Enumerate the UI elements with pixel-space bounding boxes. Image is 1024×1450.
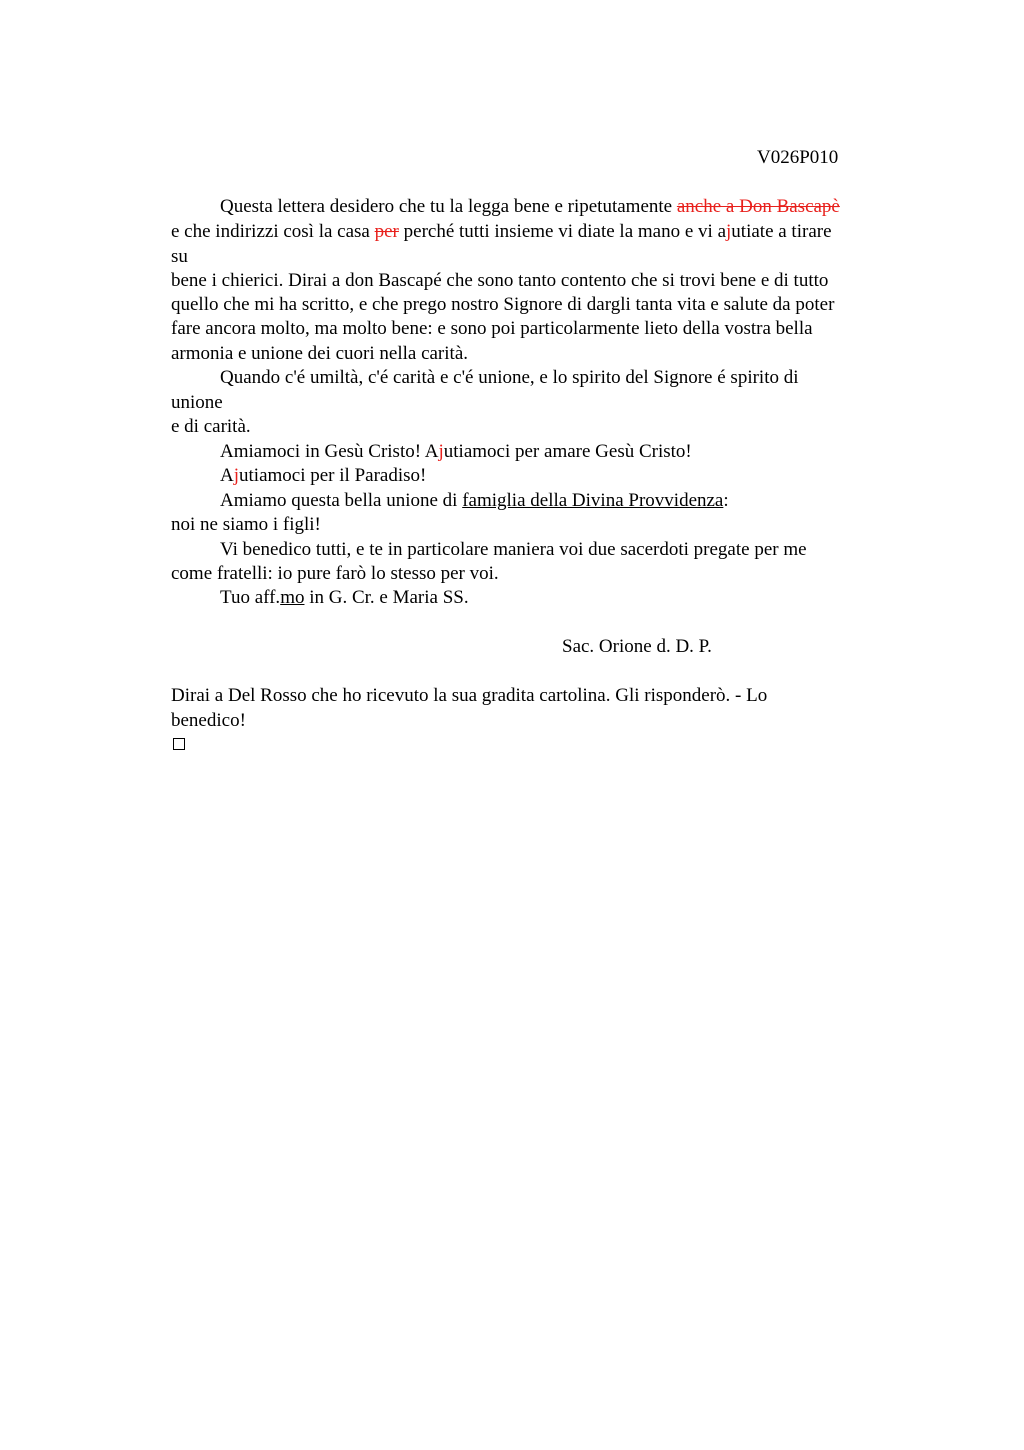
postscript-line-1: Dirai a Del Rosso che ho ricevuto la sua gradita cartolina. Gli risponderò. - Lo	[171, 685, 768, 706]
text-run: e che indirizzi così la casa	[171, 221, 375, 242]
text-line-4: bene i chierici. Dirai a don Bascapé che sono tanto contento che si trovi bene e di tutto	[171, 270, 829, 291]
text-line-15: Vi benedico tutti, e te in particolare maniera voi due sacerdoti pregate per me	[220, 539, 807, 560]
document-id: V026P010	[757, 147, 839, 168]
deleted-text: per	[374, 221, 399, 242]
underlined-text: mo	[280, 587, 305, 608]
text-line-10: e di carità.	[171, 416, 251, 437]
text-line-13	[220, 489, 729, 513]
text-run: utiamoci per amare Gesù Cristo!	[443, 441, 692, 462]
empty-box-glyph	[173, 738, 185, 750]
text-line-11	[220, 440, 692, 464]
text-run: perché tutti insieme vi diate la mano e vi a	[398, 221, 727, 242]
underlined-text: famiglia della Divina Provvidenza	[462, 490, 724, 511]
text-line-1	[220, 195, 840, 219]
text-run: in G. Cr. e Maria SS.	[304, 587, 469, 608]
text-line-2	[171, 220, 832, 244]
text-line-9: unione	[171, 392, 223, 413]
signature: Sac. Orione d. D. P.	[562, 636, 712, 657]
text-line-3: su	[171, 246, 188, 267]
text-run: A	[220, 465, 234, 486]
text-line-7: armonia e unione dei cuori nella carità.	[171, 343, 469, 364]
text-line-12	[220, 464, 426, 488]
text-run: Questa lettera desidero che tu la legga bene e ripetutamente	[220, 196, 677, 217]
text-run: Tuo aff.	[220, 587, 281, 608]
text-line-5: quello che mi ha scritto, e che prego nostro Signore di dargli tanta vita e salute da poter	[171, 294, 835, 315]
postscript-line-2: benedico!	[171, 710, 246, 731]
text-run: Amiamoci in Gesù Cristo! A	[220, 441, 439, 462]
text-line-16: come fratelli: io pure farò lo stesso per voi.	[171, 563, 499, 584]
text-line-6: fare ancora molto, ma molto bene: e sono poi particolarmente lieto della vostra bella	[171, 318, 813, 339]
deleted-text: anche a Don Bascapè	[676, 196, 840, 217]
text-line-8: Quando c'é umiltà, c'é carità e c'é unione, e lo spirito del Signore é spirito di	[220, 367, 799, 388]
text-line-14: noi ne siamo i figli!	[171, 514, 321, 535]
text-run: Amiamo questa bella unione di	[220, 490, 463, 511]
text-run: utiate a tirare	[731, 221, 832, 242]
text-run: :	[723, 490, 729, 511]
corrected-letter: j	[438, 441, 444, 462]
text-line-17	[220, 586, 469, 610]
corrected-letter: j	[726, 221, 732, 242]
corrected-letter: j	[233, 465, 240, 486]
text-run: utiamoci per il Paradiso!	[239, 465, 427, 486]
